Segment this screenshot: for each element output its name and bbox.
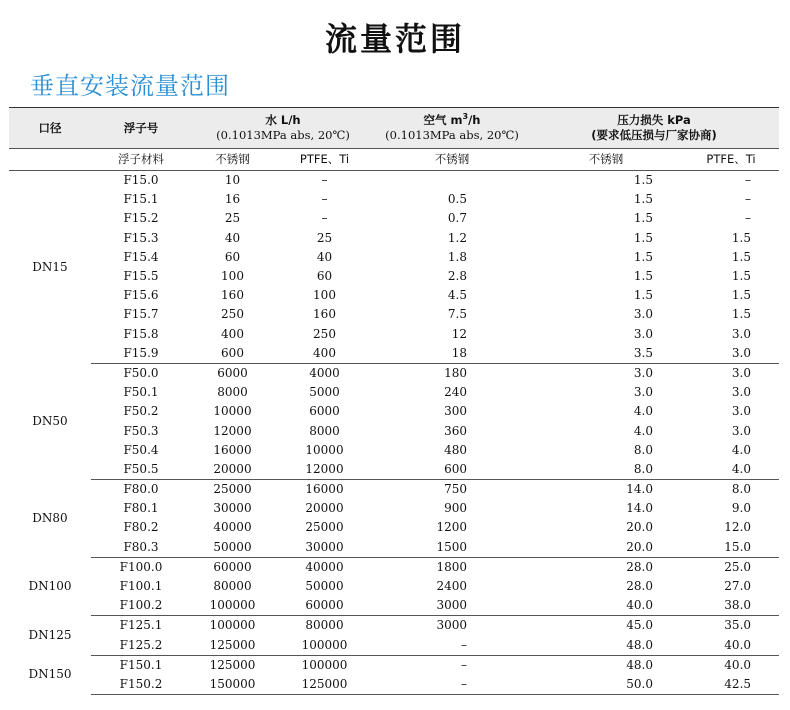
float-no-cell: F125.1 <box>119 618 163 633</box>
air-ss-cell: 1200 <box>436 520 467 535</box>
pressure-ptfe-cell: 35.0 <box>724 618 752 633</box>
pressure-ptfe-cell: 1.5 <box>731 307 752 322</box>
float-no-cell: F50.1 <box>123 385 159 400</box>
header-water <box>191 108 375 149</box>
pressure-ptfe-cell: – <box>745 192 752 207</box>
pressure-ptfe-cell: 12.0 <box>724 520 752 535</box>
water-ss-cell: 60 <box>224 249 241 264</box>
float-no-cell: F80.1 <box>123 501 159 516</box>
bore-cell: DN80 <box>32 510 68 525</box>
water-ptfe-cell: 6000 <box>309 404 340 419</box>
bore-cell: DN15 <box>32 259 68 274</box>
table-row <box>9 248 779 267</box>
air-ss-cell: 480 <box>444 442 467 457</box>
bore-cell: DN100 <box>28 579 72 594</box>
table-row <box>9 421 779 440</box>
float-no-cell: F150.2 <box>91 675 191 695</box>
table-row <box>9 518 779 537</box>
table-row <box>9 616 779 636</box>
water-ss-cell: 12000 <box>213 423 252 438</box>
water-ss-cell: 30000 <box>213 501 252 516</box>
float-no-cell: F15.8 <box>123 326 159 341</box>
header-water-condition: (0.1013MPa abs, 20℃) <box>216 128 350 142</box>
table-row <box>9 305 779 324</box>
table-row <box>9 286 779 305</box>
water-ss-cell: 250 <box>221 307 244 322</box>
pressure-ptfe-cell: 27.0 <box>724 579 752 594</box>
table-row <box>9 229 779 248</box>
air-ss-cell: 750 <box>444 482 467 497</box>
pressure-ss-cell: 20.0 <box>626 520 653 535</box>
header-air-title-post: /h <box>468 113 481 127</box>
float-no-cell: F100.1 <box>119 579 163 594</box>
float-no-cell: F50.2 <box>123 404 159 419</box>
air-ss-cell: 2400 <box>436 579 467 594</box>
water-ss-cell: 25000 <box>213 482 252 497</box>
pressure-ss-cell: 1.5 <box>633 211 653 226</box>
pressure-ss-cell: 14.0 <box>626 501 653 516</box>
header-empty <box>9 149 91 171</box>
water-ss-cell: 10 <box>224 173 241 188</box>
float-no-cell: F100.2 <box>91 596 191 616</box>
header-water-ptfe: PTFE、Ti <box>274 149 375 171</box>
air-ss-cell: – <box>375 636 529 656</box>
air-ss-cell: 2.8 <box>447 269 467 284</box>
flow-range-table <box>9 107 779 695</box>
pressure-ptfe-cell: 4.0 <box>731 442 752 457</box>
pressure-ss-cell: 28.0 <box>626 579 653 594</box>
float-no-cell: F50.0 <box>123 365 159 380</box>
pressure-ptfe-cell: 1.5 <box>731 249 752 264</box>
pressure-ss-cell: 1.5 <box>633 288 653 303</box>
bore-cell: DN150 <box>28 667 72 682</box>
header-air-title <box>375 113 529 128</box>
float-no-cell: F15.5 <box>123 269 159 284</box>
header-bore: 口径 <box>9 108 91 149</box>
water-ptfe-cell: 250 <box>313 326 336 341</box>
air-ss-cell: 0.5 <box>447 192 467 207</box>
float-no-cell: F15.4 <box>123 249 159 264</box>
air-ss-cell: – <box>461 657 467 672</box>
pressure-ss-cell: 3.0 <box>633 385 653 400</box>
water-ptfe-cell: 100000 <box>301 657 348 672</box>
pressure-ptfe-cell: 3.0 <box>731 423 752 438</box>
air-ss-cell: 18 <box>375 344 529 364</box>
water-ss-cell: 16000 <box>213 442 252 457</box>
water-ss-cell: 100000 <box>209 618 256 633</box>
pressure-ss-cell: 1.5 <box>633 269 653 284</box>
float-no-cell: F15.9 <box>91 344 191 364</box>
water-ptfe-cell: 160 <box>313 307 336 322</box>
pressure-ss-cell: 3.0 <box>633 365 653 380</box>
float-no-cell: F15.1 <box>123 192 159 207</box>
water-ptfe-cell: – <box>321 173 328 188</box>
table-row <box>9 267 779 286</box>
header-water-title: 水 L/h <box>265 113 301 127</box>
float-no-cell: F15.3 <box>123 230 159 245</box>
table-row <box>9 363 779 383</box>
pressure-ptfe-cell: – <box>745 211 752 226</box>
float-no-cell: F80.2 <box>123 520 159 535</box>
water-ptfe-cell: 12000 <box>274 460 375 480</box>
pressure-ptfe-cell: 40.0 <box>724 657 752 672</box>
float-no-cell: F150.1 <box>119 657 163 672</box>
table-row <box>9 402 779 421</box>
pressure-ptfe-cell: 42.5 <box>683 675 779 695</box>
float-no-cell: F80.0 <box>123 482 159 497</box>
pressure-ss-cell: 8.0 <box>633 442 653 457</box>
air-ss-cell: 7.5 <box>447 307 467 322</box>
pressure-ptfe-cell: 40.0 <box>683 636 779 656</box>
water-ptfe-cell: 20000 <box>305 501 344 516</box>
float-no-cell: F80.3 <box>91 538 191 558</box>
pressure-ptfe-cell: 3.0 <box>683 344 779 364</box>
group-dn15 <box>9 171 779 364</box>
water-ss-cell: 80000 <box>213 579 252 594</box>
air-ss-cell: 4.5 <box>447 288 467 303</box>
page-title: 流量范围 <box>324 20 465 58</box>
table-row <box>9 499 779 518</box>
pressure-ptfe-cell: 1.5 <box>731 269 752 284</box>
pressure-ss-cell: 1.5 <box>633 173 653 188</box>
header-pressure-ptfe: PTFE、Ti <box>683 149 779 171</box>
pressure-ss-cell: 20.0 <box>529 538 683 558</box>
table-row <box>9 325 779 344</box>
header-pressure <box>529 108 779 149</box>
water-ptfe-cell: 50000 <box>305 579 344 594</box>
water-ptfe-cell: 40 <box>316 249 333 264</box>
water-ss-cell: 40 <box>224 230 241 245</box>
pressure-ss-cell: 3.5 <box>529 344 683 364</box>
table-row <box>9 441 779 460</box>
table-row <box>9 460 779 480</box>
water-ptfe-cell: – <box>321 192 328 207</box>
float-no-cell: F15.0 <box>123 173 159 188</box>
pressure-ss-cell: 4.0 <box>633 404 653 419</box>
water-ptfe-cell: 60000 <box>274 596 375 616</box>
pressure-ss-cell: 1.5 <box>633 192 653 207</box>
group-dn100 <box>9 557 779 616</box>
water-ss-cell: 100000 <box>191 596 274 616</box>
header-water-ss: 不锈钢 <box>191 149 274 171</box>
table-row <box>9 577 779 596</box>
table-row <box>9 171 779 191</box>
air-ss-cell: 1800 <box>436 559 467 574</box>
water-ptfe-cell: 25 <box>316 230 333 245</box>
pressure-ptfe-cell: – <box>745 173 752 188</box>
header-pressure-ss: 不锈钢 <box>529 149 683 171</box>
water-ptfe-cell: 10000 <box>305 442 344 457</box>
water-ptfe-cell: 8000 <box>309 423 340 438</box>
water-ss-cell: 100 <box>221 269 244 284</box>
float-no-cell: F15.7 <box>123 307 159 322</box>
pressure-ptfe-cell: 1.5 <box>731 288 752 303</box>
pressure-ptfe-cell: 15.0 <box>683 538 779 558</box>
pressure-ss-cell: 4.0 <box>633 423 653 438</box>
pressure-ss-cell: 3.0 <box>633 326 653 341</box>
water-ss-cell: 60000 <box>213 559 252 574</box>
group-dn125 <box>9 616 779 655</box>
table-row <box>9 344 779 364</box>
water-ss-cell: 10000 <box>213 404 252 419</box>
water-ptfe-cell: 100000 <box>274 636 375 656</box>
water-ptfe-cell: – <box>321 211 328 226</box>
air-ss-cell: 1.8 <box>447 249 467 264</box>
float-no-cell: F125.2 <box>91 636 191 656</box>
pressure-ss-cell: 48.0 <box>529 636 683 656</box>
header-air <box>375 108 529 149</box>
float-no-cell: F50.4 <box>123 442 159 457</box>
pressure-ptfe-cell: 8.0 <box>731 482 752 497</box>
pressure-ss-cell: 3.0 <box>633 307 653 322</box>
water-ptfe-cell: 400 <box>274 344 375 364</box>
table-row <box>9 190 779 209</box>
water-ptfe-cell: 40000 <box>305 559 344 574</box>
header-air-condition: (0.1013MPa abs, 20℃) <box>385 128 519 142</box>
float-no-cell: F50.3 <box>123 423 159 438</box>
float-no-cell: F15.6 <box>123 288 159 303</box>
water-ptfe-cell: 4000 <box>309 365 340 380</box>
air-ss-cell: 600 <box>375 460 529 480</box>
table-row <box>9 596 779 616</box>
air-ss-cell: 3000 <box>375 596 529 616</box>
pressure-ss-cell: 1.5 <box>633 249 653 264</box>
pressure-ptfe-cell: 3.0 <box>731 385 752 400</box>
table-row <box>9 480 779 500</box>
table-row <box>9 675 779 695</box>
float-no-cell: F50.5 <box>91 460 191 480</box>
air-ss-cell: 0.7 <box>447 211 467 226</box>
pressure-ss-cell: 48.0 <box>626 657 653 672</box>
table-row <box>9 209 779 228</box>
header-air-title-sup: 3 <box>462 112 469 122</box>
group-dn150 <box>9 655 779 694</box>
water-ss-cell: 50000 <box>191 538 274 558</box>
header-air-ss: 不锈钢 <box>375 149 529 171</box>
table-row <box>9 383 779 402</box>
water-ptfe-cell: 5000 <box>309 385 340 400</box>
table-row <box>9 557 779 577</box>
air-ss-cell: 12 <box>451 326 467 341</box>
water-ss-cell: 40000 <box>213 520 252 535</box>
float-no-cell: F100.0 <box>119 559 163 574</box>
pressure-ptfe-cell: 25.0 <box>724 559 752 574</box>
air-ss-cell: – <box>375 675 529 695</box>
water-ptfe-cell: 60 <box>316 269 333 284</box>
table-row <box>9 655 779 675</box>
bore-cell: DN50 <box>32 413 68 428</box>
header-pressure-note: (要求低压损与厂家协商) <box>591 128 717 142</box>
pressure-ss-cell: 8.0 <box>529 460 683 480</box>
bore-cell: DN125 <box>28 628 72 642</box>
header-air-title-pre: 空气 m <box>423 113 463 127</box>
water-ss-cell: 25 <box>224 211 241 226</box>
table-row <box>9 636 779 656</box>
water-ss-cell: 8000 <box>217 385 248 400</box>
header-float-no: 浮子号 <box>91 108 191 149</box>
water-ss-cell: 400 <box>221 326 244 341</box>
water-ss-cell: 600 <box>191 344 274 364</box>
air-ss-cell: 180 <box>444 365 467 380</box>
pressure-ss-cell: 50.0 <box>529 675 683 695</box>
pressure-ss-cell: 45.0 <box>626 618 653 633</box>
water-ptfe-cell: 80000 <box>305 618 344 633</box>
pressure-ptfe-cell: 3.0 <box>731 404 752 419</box>
water-ptfe-cell: 100 <box>313 288 336 303</box>
float-no-cell: F15.2 <box>123 211 159 226</box>
water-ss-cell: 125000 <box>191 636 274 656</box>
header-float-material: 浮子材料 <box>91 149 191 171</box>
air-ss-cell: 300 <box>444 404 467 419</box>
air-ss-cell: 360 <box>444 423 467 438</box>
pressure-ptfe-cell: 1.5 <box>731 230 752 245</box>
water-ss-cell: 125000 <box>209 657 256 672</box>
water-ss-cell: 20000 <box>191 460 274 480</box>
pressure-ptfe-cell: 3.0 <box>731 326 752 341</box>
air-ss-cell: 3000 <box>436 618 467 633</box>
air-ss-cell: 1500 <box>375 538 529 558</box>
water-ss-cell: 150000 <box>191 675 274 695</box>
group-dn80 <box>9 480 779 558</box>
pressure-ss-cell: 14.0 <box>626 482 653 497</box>
air-ss-cell: 240 <box>444 385 467 400</box>
table-row <box>9 538 779 558</box>
pressure-ptfe-cell: 3.0 <box>731 365 752 380</box>
header-pressure-title: 压力损失 kPa <box>617 113 691 127</box>
pressure-ss-cell: 28.0 <box>626 559 653 574</box>
pressure-ss-cell: 40.0 <box>529 596 683 616</box>
water-ss-cell: 6000 <box>217 365 248 380</box>
air-ss-cell <box>375 171 529 191</box>
water-ss-cell: 16 <box>224 192 241 207</box>
pressure-ptfe-cell: 9.0 <box>731 501 752 516</box>
pressure-ptfe-cell: 4.0 <box>683 460 779 480</box>
pressure-ss-cell: 1.5 <box>633 230 653 245</box>
water-ptfe-cell: 30000 <box>274 538 375 558</box>
water-ptfe-cell: 25000 <box>305 520 344 535</box>
pressure-ptfe-cell: 38.0 <box>683 596 779 616</box>
water-ptfe-cell: 125000 <box>274 675 375 695</box>
water-ptfe-cell: 16000 <box>305 482 344 497</box>
air-ss-cell: 900 <box>444 501 467 516</box>
section-subtitle: 垂直安装流量范围 <box>30 72 230 100</box>
group-dn50 <box>9 363 779 479</box>
water-ss-cell: 160 <box>221 288 244 303</box>
air-ss-cell: 1.2 <box>447 230 467 245</box>
